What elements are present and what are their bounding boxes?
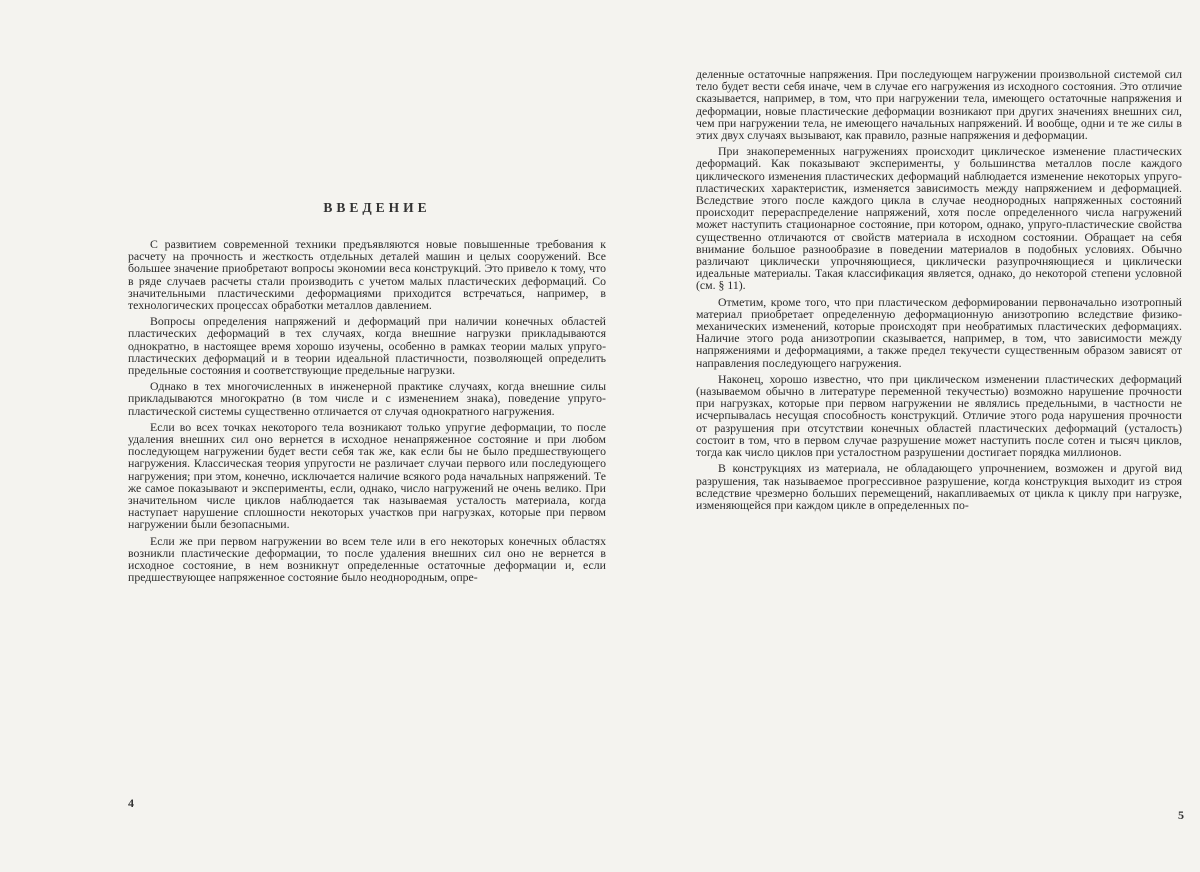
paragraph: В конструкциях из материала, не обладающего упрочнением, возможен и другой вид разрушения, так называемое прогрессивное разрушение, когда конструкция выходит из строя вследствие чрезмерно больших перемещений, накапливаемых от цикла к циклу при нагрузке, изменяющейся при каждом цикле в определенных по- xyxy=(696,461,1182,512)
left-page-text xyxy=(128,238,606,587)
paragraph: Если же при первом нагружении во всем теле или в его некоторых конечных областях возникли пластические деформации, то после удаления внешних сил оно не вернется в исходное состояние, в нем возникнут определенные остаточные деформации и, если предшествующее напряженное состояние было неоднородным, опре- xyxy=(128,533,606,585)
paragraph: Если во всех точках некоторого тела возникают только упругие деформации, то после удаления внешних сил оно вернется в исходное ненапряженное состояние и при любом последующем нагружении будет вести себя так же, как если бы не было предшествующего нагружения. Классическая теория упругости не различает случаи первого или последующего нагружения; при этом, конечно, исключается наличие всякого рода начальных напряжений. Те же самое показывают и эксперименты, если, однако, число нагружений не очень велико. При значительном числе циклов наблюдается так называемая усталость материала, когда наступает нарушение сплошности некоторых участков при нагрузках, которые при первом нагружении были безопасными. xyxy=(128,419,606,532)
paragraph: Однако в тех многочисленных в инженерной практике случаях, когда внешние силы прикладываются многократно (в том числе и с изменением знака), поведение упруго-пластической системы существенно отличается от случая однократного нагружения. xyxy=(128,379,606,418)
chapter-title: ВВЕДЕНИЕ xyxy=(323,200,431,215)
paragraph: С развитием современной техники предъявляются новые повышенные требования к расчету на прочность и жесткость отдельных деталей машин и целых сооружений. Все большее значение приобретают вопросы экономии веса конструкций. Это привело к тому, что в ряде случаев расчеты стали производить с учетом малых пластических деформаций. Со значительными пластическими деформациями приходится встречаться, например, в технологических процессах обработки металлов давлением. xyxy=(128,237,606,313)
right-page-text xyxy=(696,68,1182,515)
page-number: 4 xyxy=(128,796,134,810)
paragraph: Вопросы определения напряжений и деформаций при наличии конечных областей пластических деформаций в тех случаях, когда внешние нагрузки прикладываются однократно, в настоящее время хорошо изучены, особенно в рамках теории малых упруго-пластических деформаций и в теории идеальной пластичности, позволяющей определить предельные состояния и соответствующие предельные нагрузки. xyxy=(128,314,606,378)
paragraph: Отметим, кроме того, что при пластическом деформировании первоначально изотропный материал приобретает определенную деформационную анизотропию вследствие физико-механических изменений, которые происходят при необратимых пластических деформациях. Наличие этого рода анизотропии сказывается, например, в том, что зависимости между напряжениями и деформациями, а также предел текучести существенным образом зависят от направления последующего нагружения. xyxy=(696,294,1182,370)
paragraph: Наконец, хорошо известно, что при циклическом изменении пластических деформаций (называемом обычно в литературе переменной текучестью) возможно нарушение прочности при нагрузках, которые при первом нагружении не являлись предельными, в частности не исчерпывалась несущая способность конструкций. Отличие этого рода нарушения прочности от разрушения при отсутствии конечных областей пластических деформаций (усталость) состоит в том, что в первом случае разрушение может наступить после сотен и тысяч циклов, тогда как число циклов при усталостном разрушении достигает порядка миллионов. xyxy=(696,371,1182,460)
page-number: 5 xyxy=(1178,808,1184,822)
right-page xyxy=(600,0,1200,872)
paragraph: деленные остаточные напряжения. При последующем нагружении произвольной системой сил тело будет вести себя иначе, чем в случае его нагружения из исходного состояния. Это отличие сказывается, например, в том, что при нагружении тела, имеющего остаточные напряжения и деформации, новые пластические деформации возникают при других значениях внешних сил, чем при нагружении тела, не имеющего начальных напряжений. И вообще, одни и те же силы в этих двух случаях вызывают, как правило, разные напряжения и деформации. xyxy=(696,67,1182,143)
paragraph: При знакопеременных нагружениях происходит циклическое изменение пластических деформаций. Как показывают эксперименты, у большинства металлов после каждого циклического изменения пластических деформаций наблюдается изменение некоторых упруго-пластических характеристик, изменяется зависимость между напряжением и деформацией. Вследствие этого после каждого цикла в случае неоднородных напряженных состояний происходит перераспределение напряжений, хотя после определенного числа нагружений может наступить стационарное состояние, при котором, однако, упруго-пластические свойства существенно отличаются от свойств материала в исходном состоянии. Обращает на себя внимание большое разнообразие в поведении материалов в подобных условиях. Обычно различают циклически упрочняющиеся, циклически разупрочняющиеся и циклически идеальные материалы. Такая классификация является, однако, до некоторой степени условной (см. § 11). xyxy=(696,144,1182,293)
